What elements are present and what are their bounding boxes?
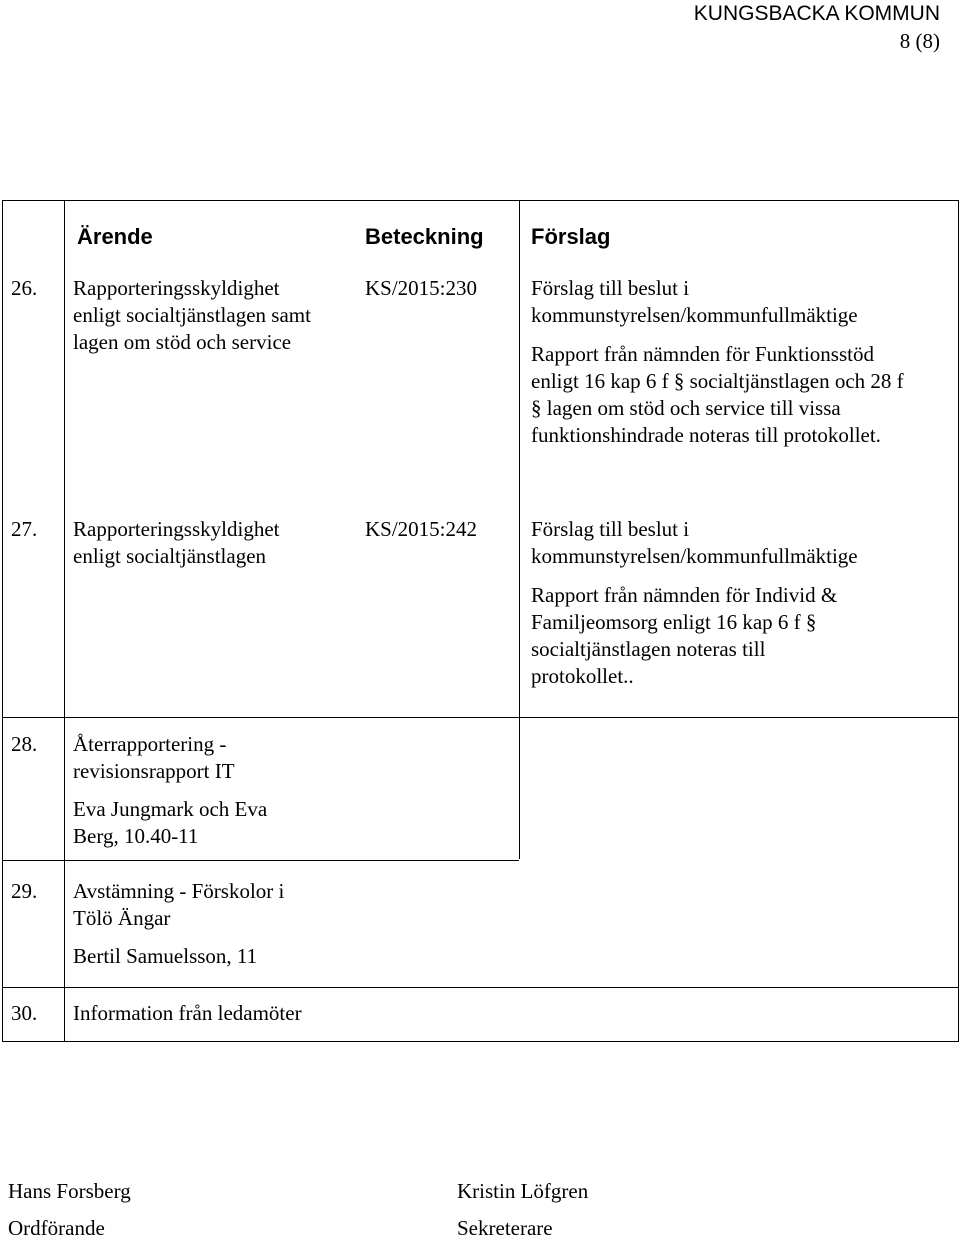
row-number: 26. (11, 276, 38, 300)
organization-name: KUNGSBACKA KOMMUN (693, 2, 940, 25)
column-divider (64, 201, 65, 1042)
forslag-cell (531, 275, 904, 449)
forslag-text-line: Rapport från nämnden för Individ & (531, 583, 838, 607)
arende-line: Återrapportering - (73, 732, 227, 756)
page-number: 8 (8) (899, 29, 940, 53)
row-number: 28. (11, 732, 38, 756)
arende-line: Rapporteringsskyldighet (73, 517, 280, 541)
row-divider (3, 987, 958, 988)
signature-name: Hans Forsberg (8, 1179, 131, 1203)
forslag-text-line: socialtjänstlagen noteras till (531, 637, 766, 661)
forslag-text-line: protokollet.. (531, 664, 634, 688)
signature-role: Sekreterare (457, 1216, 553, 1240)
arende-cell (73, 731, 267, 850)
presenter-line: Eva Jungmark och Eva (73, 797, 268, 821)
forslag-text-line: enligt 16 kap 6 f § socialtjänstlagen och 28 f (531, 369, 904, 393)
arende-cell (73, 878, 284, 970)
arende-line: Rapporteringsskyldighet (73, 276, 280, 300)
presenter-line: Berg, 10.40-11 (73, 824, 199, 848)
row-divider (3, 717, 958, 718)
arende-line: lagen om stöd och service (73, 330, 292, 354)
arende-cell (73, 1000, 302, 1027)
forslag-intro-line: kommunstyrelsen/kommunfullmäktige (531, 544, 858, 568)
arende-line: Information från ledamöter (73, 1001, 302, 1025)
row-number: 29. (11, 879, 38, 903)
forslag-text-line: § lagen om stöd och service till vissa (531, 396, 841, 420)
column-divider (519, 201, 520, 859)
arende-cell (73, 275, 311, 356)
signature-secretary (457, 1178, 588, 1242)
column-header-beteckning: Beteckning (365, 224, 484, 249)
arende-line: enligt socialtjänstlagen samt (73, 303, 311, 327)
signature-chairman (8, 1178, 131, 1242)
signature-role: Ordförande (8, 1216, 105, 1240)
arende-cell (73, 516, 279, 570)
arende-line: Avstämning - Förskolor i (73, 879, 285, 903)
beteckning-cell: KS/2015:230 (365, 276, 478, 300)
column-header-arende: Ärende (77, 224, 153, 249)
row-number: 27. (11, 517, 38, 541)
arende-line: revisionsrapport IT (73, 759, 235, 783)
forslag-intro-line: Förslag till beslut i (531, 276, 690, 300)
forslag-text-line: Familjeomsorg enligt 16 kap 6 f § (531, 610, 817, 634)
row-divider (3, 860, 519, 861)
signature-name: Kristin Löfgren (457, 1179, 589, 1203)
page-header (694, 0, 940, 55)
forslag-text-line: Rapport från nämnden för Funktionsstöd (531, 342, 874, 366)
column-header-forslag: Förslag (531, 224, 611, 249)
agenda-table (2, 200, 959, 1042)
arende-line: Tölö Ängar (73, 906, 171, 930)
row-number: 30. (11, 1001, 38, 1025)
forslag-cell (531, 516, 858, 690)
forslag-text-line: funktionshindrade noteras till protokollet. (531, 423, 881, 447)
beteckning-cell: KS/2015:242 (365, 517, 478, 541)
arende-line: enligt socialtjänstlagen (73, 544, 267, 568)
forslag-intro-line: kommunstyrelsen/kommunfullmäktige (531, 303, 858, 327)
presenter-line: Bertil Samuelsson, 11 (73, 944, 258, 968)
forslag-intro-line: Förslag till beslut i (531, 517, 690, 541)
